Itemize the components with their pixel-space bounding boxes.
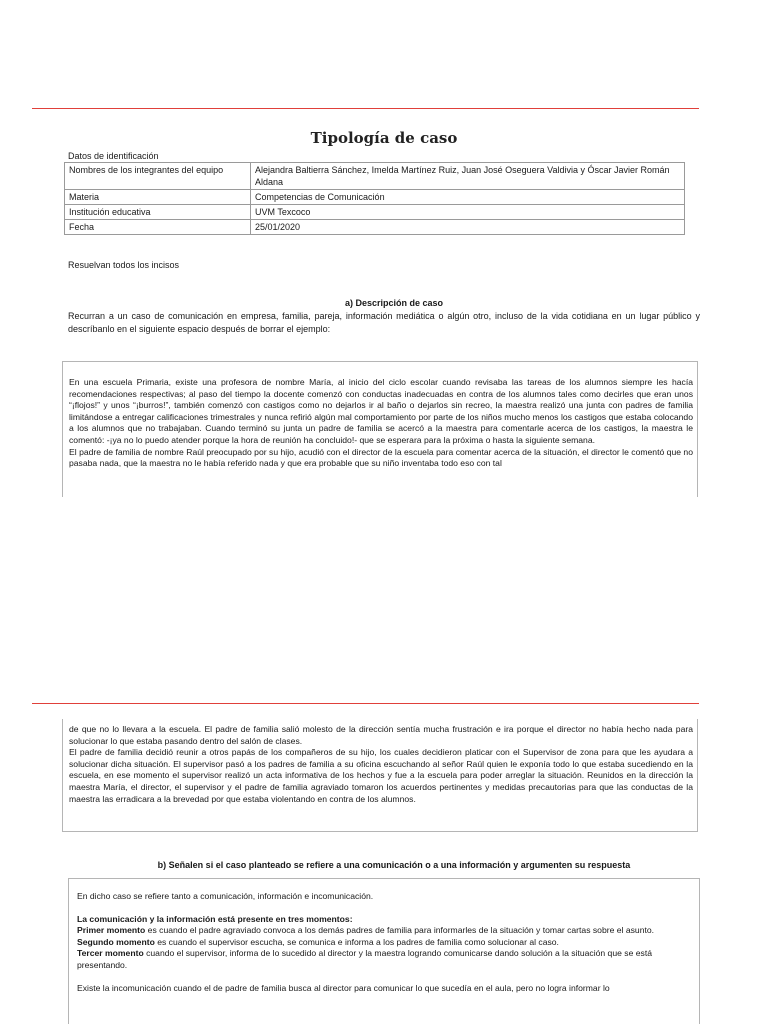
table-value: 25/01/2020 <box>251 220 685 235</box>
moment-text: es cuando el supervisor escucha, se comunica e informa a los padres de familia como solucionar al caso. <box>154 936 559 947</box>
answer-subheading: La comunicación y la información está presente en tres momentos: <box>77 913 353 924</box>
page-top-rule <box>32 108 699 109</box>
table-key: Materia <box>65 190 251 205</box>
case-paragraph: El padre de familia decidió reunir a otros papás de los compañeros de su hijo, los cuales decidieron platicar con el Supervisor de zona para que les ayudara a solucionar dicha situación. El supervisor pasó a los padres de familia a su oficina escuchando al señor Raúl quien le exponía todo lo que estaba sucediendo en la escuela, en ese momento el supervisor realizó un acta informativa de los hechos y fue a la escuela para poder arreglar la situación. Reunidos en la dirección la maestra María, el director, el supervisor y el padre de familia agraviado tomaron los acuerdos pertinentes y medidas precautorias para que las conductas de la maestra las erradicara a la brevedad por que estaba violentando en contra de los alumnos. <box>69 747 693 804</box>
answer-box <box>68 878 700 1024</box>
table-value: Competencias de Comunicación <box>251 190 685 205</box>
answer-paragraph: En dicho caso se refiere tanto a comunicación, información e incomunicación. <box>77 891 374 901</box>
table-row <box>65 163 685 190</box>
moment-1 <box>77 925 693 937</box>
table-key: Fecha <box>65 220 251 235</box>
case-description-box <box>62 361 698 497</box>
section-a-intro: Recurran a un caso de comunicación en empresa, familia, pareja, información mediática o algún otro, incluso de la vida cotidiana en un lugar público y descríbanlo en el siguiente espacio después de borrar el ejemplo: <box>68 311 700 334</box>
case-paragraph: En una escuela Primaria, existe una profesora de nombre María, al inicio del ciclo escolar cuando revisaba las tareas de los alumnos siempre les hacía recomendaciones respectivas; al paso del tiempo la docente comenzó con conductas inadecuadas en contra de los alumnos tales como decirles que eran unos “¡flojos!” y unos “¡burros!”, también comenzó con castigos como no dejarlos ir al baño o dejarlos sin recreo, la maestra realizó una junta con padres de familia limitándose a entregar calificaciones trimestrales y nunca refirió algún mal comportamiento por parte de los niños mucho menos los castigos que estaba colocando a los alumnos que no trabajaban. Cuando terminó su junta un padre de familia se acercó a la maestra para comentarle acerca de los castigos, la maestra le comentó: -¡ya no lo puedo atender porque la hora de reunión ha concluido!- que se esperara para la próxima o hasta la siguiente semana. <box>69 377 693 445</box>
table-value: Alejandra Baltierra Sánchez, Imelda Martínez Ruiz, Juan José Oseguera Valdivia y Óscar Javier Román Aldana <box>251 163 685 190</box>
moment-text: es cuando el padre agraviado convoca a los demás padres de familia para informarles de la situación y tomar cartas sobre el asunto. <box>145 925 655 936</box>
moment-text: cuando el supervisor, informa de lo sucedido al director y la maestra logrando comunicarse dando solución a la situación que se está presentando. <box>77 948 652 970</box>
moment-label: Tercer momento <box>77 948 144 959</box>
answer-paragraph: Existe la incomunicación cuando el de padre de familia busca al director para comunicar lo que sucedía en el aula, pero no logra informar lo <box>77 982 610 993</box>
identification-label: Datos de identificación <box>68 151 159 161</box>
table-row <box>65 190 685 205</box>
moment-label: Segundo momento <box>77 936 155 947</box>
moment-label: Primer momento <box>77 925 146 936</box>
moment-3 <box>77 948 693 971</box>
instructions: Resuelvan todos los incisos <box>68 260 180 270</box>
section-a-heading: a) Descripción de caso <box>344 298 444 308</box>
identification-table <box>64 162 685 235</box>
table-row <box>65 220 685 235</box>
moment-2 <box>77 937 693 949</box>
table-key: Nombres de los integrantes del equipo <box>65 163 251 190</box>
case-paragraph: El padre de familia de nombre Raúl preocupado por su hijo, acudió con el director de la escuela para comentar acerca de la situación, el director le comentó que no pasaba nada, que la maestra no le había referido nada y que era probable que su niño inventaba todo eso con tal <box>69 446 693 469</box>
case-paragraph: de que no lo llevara a la escuela. El padre de familia salió molesto de la dirección sentía mucha frustración e ira porque el director no había hecho nada para solucionar lo que estaba pasando dentro del salón de clases. <box>69 724 693 746</box>
page-break-rule <box>32 703 699 704</box>
section-b-heading: b) Señalen si el caso planteado se refiere a una comunicación o a una información y argumenten su respuesta <box>157 860 631 870</box>
table-row <box>65 205 685 220</box>
document-title: Tipología de caso <box>310 129 458 147</box>
table-key: Institución educativa <box>65 205 251 220</box>
case-description-continued-box <box>62 719 698 832</box>
table-value: UVM Texcoco <box>251 205 685 220</box>
